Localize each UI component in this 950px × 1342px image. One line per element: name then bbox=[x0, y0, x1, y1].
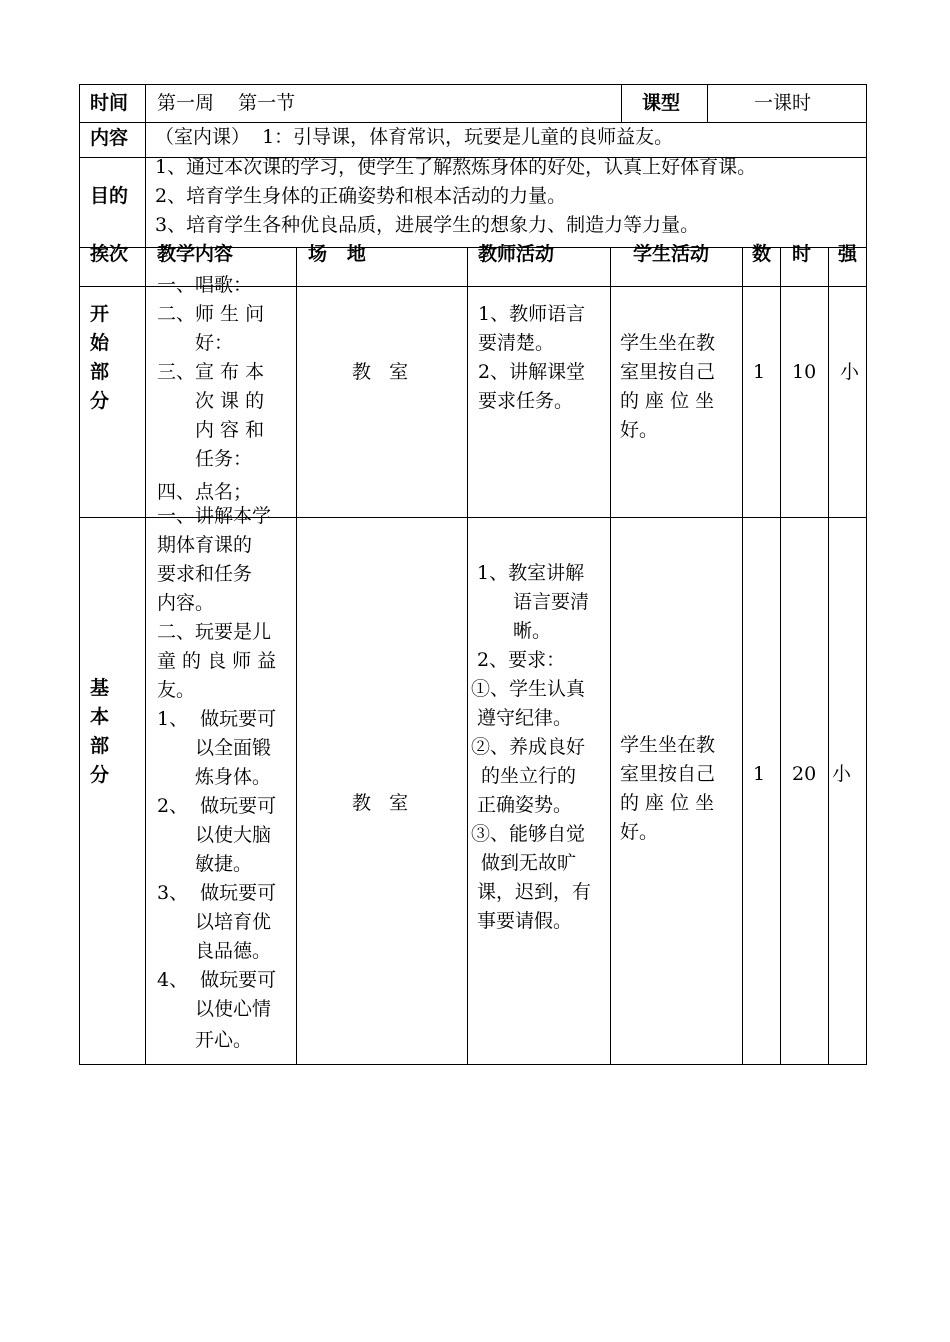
section1-student: 学生坐在教 室里按自己 的 座 位 坐 好。 bbox=[620, 332, 716, 441]
col-divider-count bbox=[742, 247, 743, 1065]
goal-label: 目的 bbox=[90, 185, 129, 207]
list-item: 次 课 的 bbox=[195, 390, 265, 412]
col-divider-type-right bbox=[707, 84, 708, 122]
content-label: 内容 bbox=[90, 127, 129, 149]
time-value: 第一周 第一节 bbox=[157, 92, 296, 114]
col-header-time: 时 bbox=[792, 243, 812, 265]
content-value: （室内课） 1：引导课，体育常识，玩要是儿童的良师益友。 bbox=[155, 126, 674, 148]
list-item: 炼身体。 bbox=[195, 766, 272, 788]
list-item: 任务： bbox=[195, 448, 253, 470]
section2-student: 学生坐在教 室里按自己 的 座 位 坐 好。 bbox=[620, 734, 716, 843]
section2-count: 1 bbox=[753, 763, 766, 785]
section1-content bbox=[157, 271, 287, 507]
list-item: 4、 做玩要可 bbox=[157, 969, 277, 991]
section2-content bbox=[157, 502, 289, 1055]
table-border-right bbox=[866, 84, 867, 1065]
list-item: 以使心情 bbox=[195, 998, 272, 1020]
list-item: 内容。 bbox=[157, 592, 215, 614]
goal-item: 3、培育学生各种优良品质，进展学生的想象力、制造力等力量。 bbox=[155, 214, 700, 236]
list-item: 以培育优 bbox=[195, 911, 272, 933]
list-item: 二、师 生 问 bbox=[157, 303, 265, 325]
col-divider-type-left bbox=[621, 84, 622, 122]
type-value: 一课时 bbox=[754, 92, 812, 114]
list-item: 一、唱歌： bbox=[157, 274, 253, 296]
list-item: 友。 bbox=[157, 679, 196, 701]
list-item: 3、 做玩要可 bbox=[157, 882, 277, 904]
section1-count: 1 bbox=[753, 361, 766, 383]
col-header-content: 教学内容 bbox=[157, 243, 234, 265]
list-item: 二、玩要是儿 bbox=[157, 621, 272, 643]
section2-name: 基 本 部 分 bbox=[90, 677, 110, 786]
section2-intensity: 小 bbox=[832, 763, 852, 785]
section1-time: 10 bbox=[792, 361, 817, 383]
list-item: 一、讲解本学 bbox=[157, 505, 272, 527]
list-item: 要求和任务 bbox=[157, 563, 253, 585]
goal-item: 2、培育学生身体的正确姿势和根本活动的力量。 bbox=[155, 185, 567, 207]
list-item: 内 容 和 bbox=[195, 419, 265, 441]
col-divider-venue bbox=[296, 247, 297, 1065]
section2-time: 20 bbox=[792, 763, 817, 785]
list-item: 以使大脑 bbox=[195, 824, 272, 846]
list-item: 良品德。 bbox=[195, 940, 272, 962]
col-divider-teacher bbox=[467, 247, 468, 1065]
list-item: 开心。 bbox=[195, 1029, 253, 1051]
section2-venue: 教 室 bbox=[352, 792, 409, 814]
col-header-venue: 场 地 bbox=[308, 243, 366, 265]
col-divider-student bbox=[610, 247, 611, 1065]
col-header-intensity: 强 bbox=[838, 243, 858, 265]
list-item: 2、 做玩要可 bbox=[157, 795, 277, 817]
type-label: 课型 bbox=[642, 92, 681, 114]
section1-intensity: 小 bbox=[840, 361, 860, 383]
col-header-teacher: 教师活动 bbox=[478, 243, 555, 265]
col-divider-label bbox=[145, 84, 146, 1065]
table-border-top bbox=[79, 84, 866, 85]
col-divider-intensity bbox=[828, 247, 829, 1065]
list-item: 四、点名； bbox=[157, 481, 253, 503]
time-label: 时间 bbox=[90, 92, 129, 114]
list-item: 敏捷。 bbox=[195, 853, 253, 875]
section1-name: 开 始 部 分 bbox=[90, 303, 110, 412]
list-item: 三、宣 布 本 bbox=[157, 361, 265, 383]
list-item: 童 的 良 师 益 bbox=[157, 650, 277, 672]
list-item: 1、 做玩要可 bbox=[157, 708, 277, 730]
list-item: 期体育课的 bbox=[157, 534, 253, 556]
section2-teacher: 1、教室讲解 语言要清 晰。 2、要求： ①、学生认真 遵守纪律。 ②、养成良好 的坐立行的 正确姿势。 ③、能够自觉 做到无故旷 课，迟到，有 事要请假。 bbox=[471, 562, 592, 932]
section1-venue: 教 室 bbox=[352, 361, 409, 383]
list-item: 好： bbox=[195, 332, 234, 354]
col-header-order: 挨次 bbox=[90, 243, 129, 265]
col-divider-time bbox=[780, 247, 781, 1065]
goal-item: 1、通过本次课的学习，使学生了解熬炼身体的好处，认真上好体育课。 bbox=[155, 156, 757, 178]
table-border-left bbox=[79, 84, 80, 1065]
table-border-bottom bbox=[79, 1064, 866, 1065]
list-item: 以全面锻 bbox=[195, 737, 272, 759]
col-header-count: 数 bbox=[752, 243, 772, 265]
goal-list bbox=[155, 153, 756, 240]
col-header-student: 学生活动 bbox=[633, 243, 710, 265]
section1-teacher: 1、教师语言 要清楚。 2、讲解课堂 要求任务。 bbox=[478, 303, 586, 412]
